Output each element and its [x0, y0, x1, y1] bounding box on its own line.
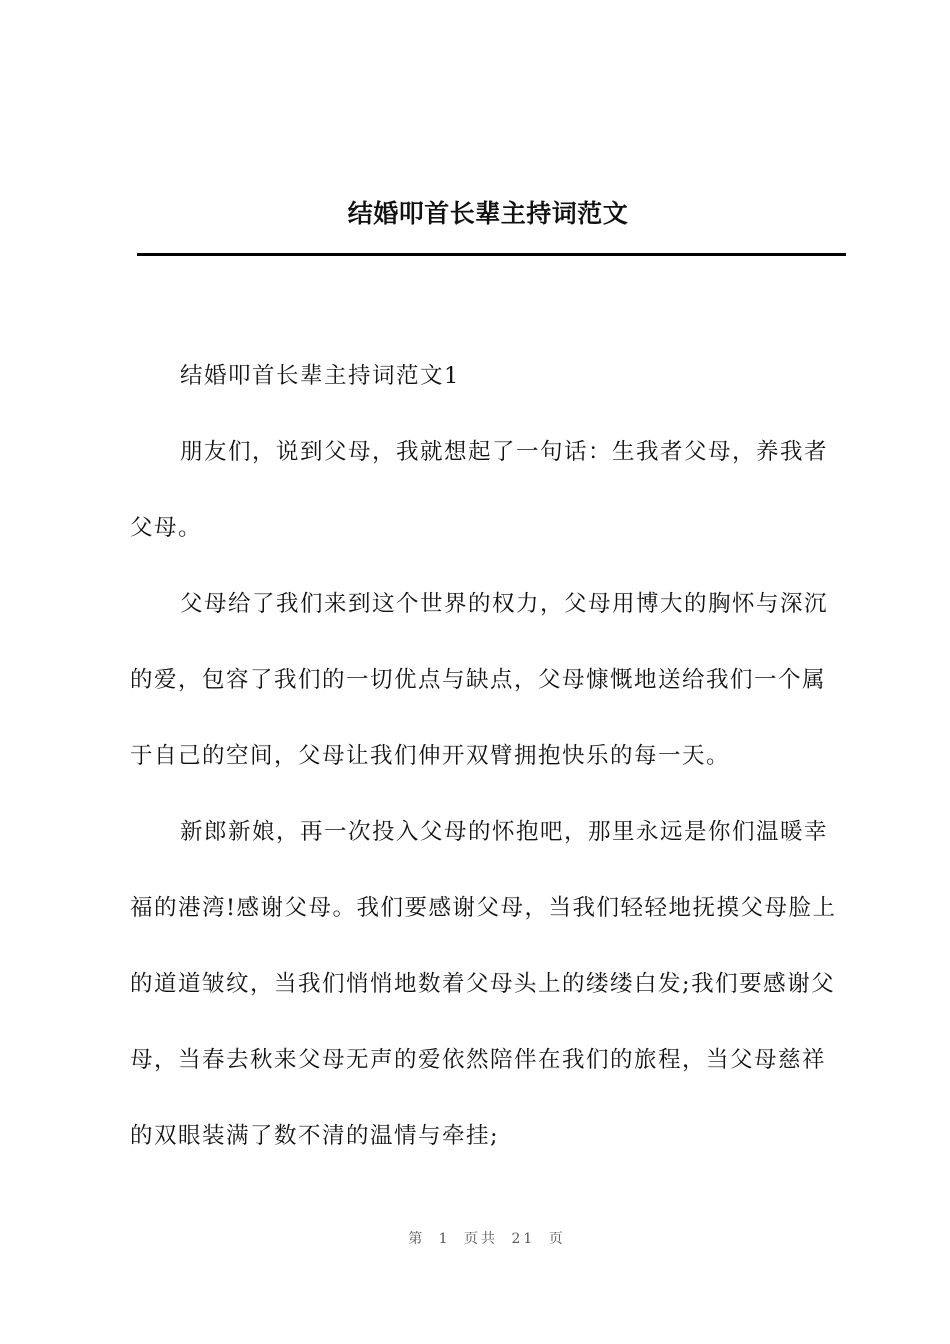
paragraph-1: 朋友们，说到父母，我就想起了一句话：生我者父母，养我者父母。	[130, 439, 829, 541]
document-body	[130, 338, 844, 1174]
section-heading: 结婚叩首长辈主持词范文1	[180, 363, 460, 389]
paragraph-3: 新郎新娘，再一次投入父母的怀抱吧，那里永远是你们温暖幸福的港湾!感谢父母。我们要感谢父母，当我们轻轻地抚摸父母脸上的道道皱纹，当我们悄悄地数着父母头上的缕缕白发;我们要感谢父母，当春去秋来父母无声的爱依然陪伴在我们的旅程，当父母慈祥的双眼装满了数不清的温情与牵挂;	[130, 819, 837, 1149]
title-divider	[137, 253, 846, 256]
paragraph-2: 父母给了我们来到这个世界的权力，父母用博大的胸怀与深沉的爱，包容了我们的一切优点与缺点，父母慷慨地送给我们一个属于自己的空间，父母让我们伸开双臂拥抱快乐的每一天。	[130, 591, 829, 769]
document-title: 结婚叩首长辈主持词范文	[347, 199, 629, 228]
page-number-footer: 第 1 页共 21 页	[408, 1231, 566, 1247]
